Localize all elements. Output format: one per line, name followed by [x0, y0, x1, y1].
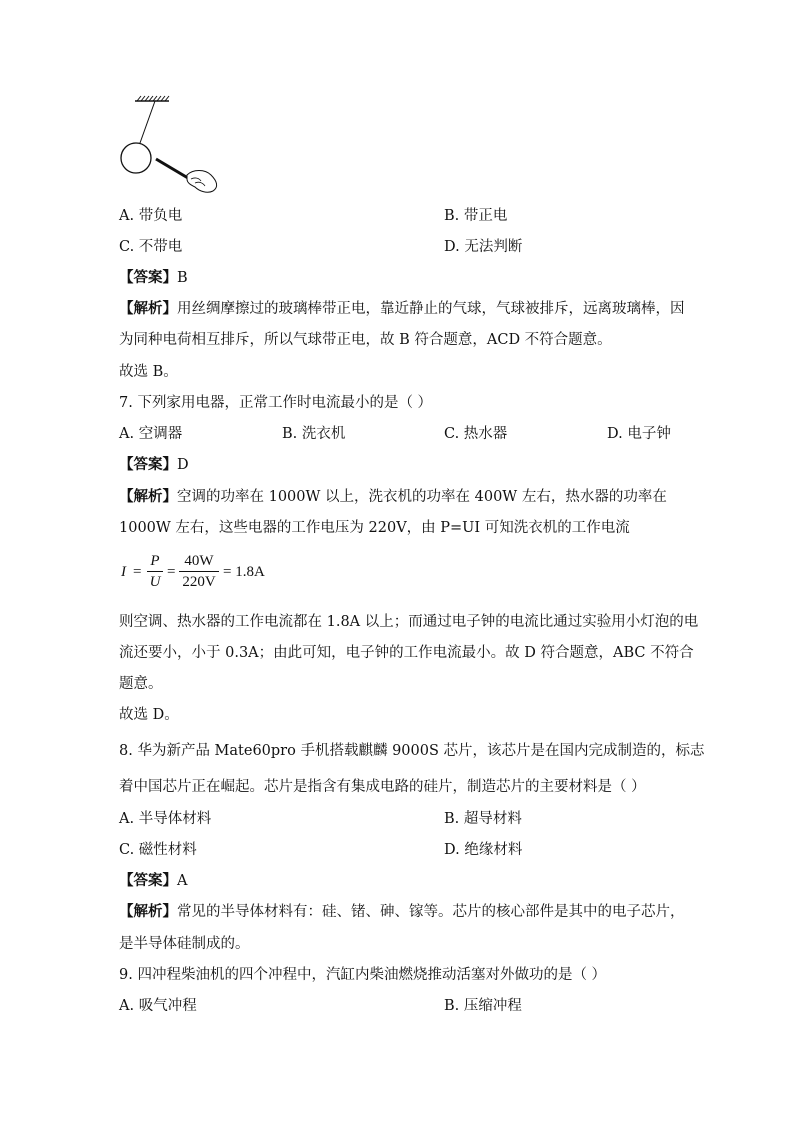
- analysis-text: 空调的功率在 1000W 以上，洗衣机的功率在 400W 左右，热水器的功率在: [177, 489, 667, 505]
- balloon-rod-illustration: [115, 95, 225, 195]
- q6-option-b: B. 带正电: [444, 208, 508, 224]
- frac1-numerator: P: [150, 553, 160, 569]
- formula-result: = 1.8A: [223, 564, 265, 580]
- q7-answer: [119, 455, 189, 475]
- frac2-bar: [179, 571, 219, 572]
- frac1-bar: [147, 571, 163, 572]
- q7-option-d: D. 电子钟: [607, 426, 671, 442]
- q6-option-a: A. 带负电: [119, 208, 183, 224]
- q7-conclusion: 故选 D。: [119, 707, 179, 723]
- q6-option-c: C. 不带电: [119, 239, 183, 255]
- q8-stem-line-1: 8. 华为新产品 Mate60pro 手机搭载麒麟 9000S 芯片，该芯片是在国内完成制造的，标志: [119, 743, 705, 759]
- q8-answer: [119, 871, 187, 891]
- q9-option-b: B. 压缩冲程: [444, 998, 522, 1014]
- formula-frac-2: [179, 552, 219, 591]
- q7-option-c: C. 热水器: [444, 426, 508, 442]
- q8-option-a: A. 半导体材料: [119, 811, 212, 827]
- frac1-denominator: U: [149, 574, 161, 590]
- q6-answer: [119, 268, 188, 288]
- q8-analysis-line-1: [119, 902, 685, 922]
- answer-value: B: [177, 270, 188, 286]
- analysis-text: 常见的半导体材料有：硅、锗、砷、镓等。芯片的核心部件是其中的电子芯片，: [177, 904, 685, 920]
- q7-analysis2-line-3: 题意。: [119, 676, 163, 692]
- q7-stem: 7. 下列家用电器，正常工作时电流最小的是（ ）: [119, 395, 433, 411]
- formula-eq1: =: [133, 564, 142, 580]
- q8-option-d: D. 绝缘材料: [444, 842, 523, 858]
- formula-eq2: =: [167, 564, 176, 580]
- q8-option-c: C. 磁性材料: [119, 842, 197, 858]
- q6-analysis-line-2: 为同种电荷相互排斥，所以气球带正电，故 B 符合题意，ACD 不符合题意。: [119, 332, 612, 348]
- q8-option-b: B. 超导材料: [444, 811, 522, 827]
- formula-frac-1: [147, 552, 163, 591]
- analysis-label: 【解析】: [119, 488, 177, 505]
- q7-analysis-line-2: 1000W 左右，这些电器的工作电压为 220V，由 P=UI 可知洗衣机的工作电流: [119, 520, 630, 536]
- q6-conclusion: 故选 B。: [119, 364, 178, 380]
- q9-stem: 9. 四冲程柴油机的四个冲程中，汽缸内柴油燃烧推动活塞对外做功的是（ ）: [119, 967, 607, 983]
- q9-option-a: A. 吸气冲程: [119, 998, 197, 1014]
- q7-analysis2-line-1: 则空调、热水器的工作电流都在 1.8A 以上；而通过电子钟的电流比通过实验用小灯泡的电: [119, 614, 699, 630]
- frac2-denominator: 220V: [182, 574, 216, 590]
- q7-analysis-line-1: [119, 487, 667, 507]
- current-formula: [121, 552, 281, 596]
- q7-option-a: A. 空调器: [119, 426, 183, 442]
- q7-option-b: B. 洗衣机: [282, 426, 346, 442]
- analysis-text: 用丝绸摩擦过的玻璃棒带正电，靠近静止的气球，气球被排斥，远离玻璃棒，因: [177, 301, 685, 317]
- q7-analysis2-line-2: 流还要小，小于 0.3A；由此可知，电子钟的工作电流最小。故 D 符合题意，ABC 不符合: [119, 645, 694, 661]
- q8-stem-line-2: 着中国芯片正在崛起。芯片是指含有集成电路的硅片，制造芯片的主要材料是（ ）: [119, 779, 646, 795]
- analysis-label: 【解析】: [119, 903, 177, 920]
- q8-analysis-line-2: 是半导体硅制成的。: [119, 936, 250, 952]
- balloon-rod-figure: [115, 95, 225, 195]
- q6-analysis-line-1: [119, 299, 685, 319]
- analysis-label: 【解析】: [119, 300, 177, 317]
- answer-label: 【答案】: [119, 872, 177, 889]
- q6-option-d: D. 无法判断: [444, 239, 523, 255]
- answer-value: D: [177, 457, 189, 473]
- answer-label: 【答案】: [119, 456, 177, 473]
- frac2-numerator: 40W: [184, 553, 214, 569]
- answer-value: A: [177, 873, 188, 889]
- answer-label: 【答案】: [119, 269, 177, 286]
- formula-lhs: I: [121, 564, 126, 580]
